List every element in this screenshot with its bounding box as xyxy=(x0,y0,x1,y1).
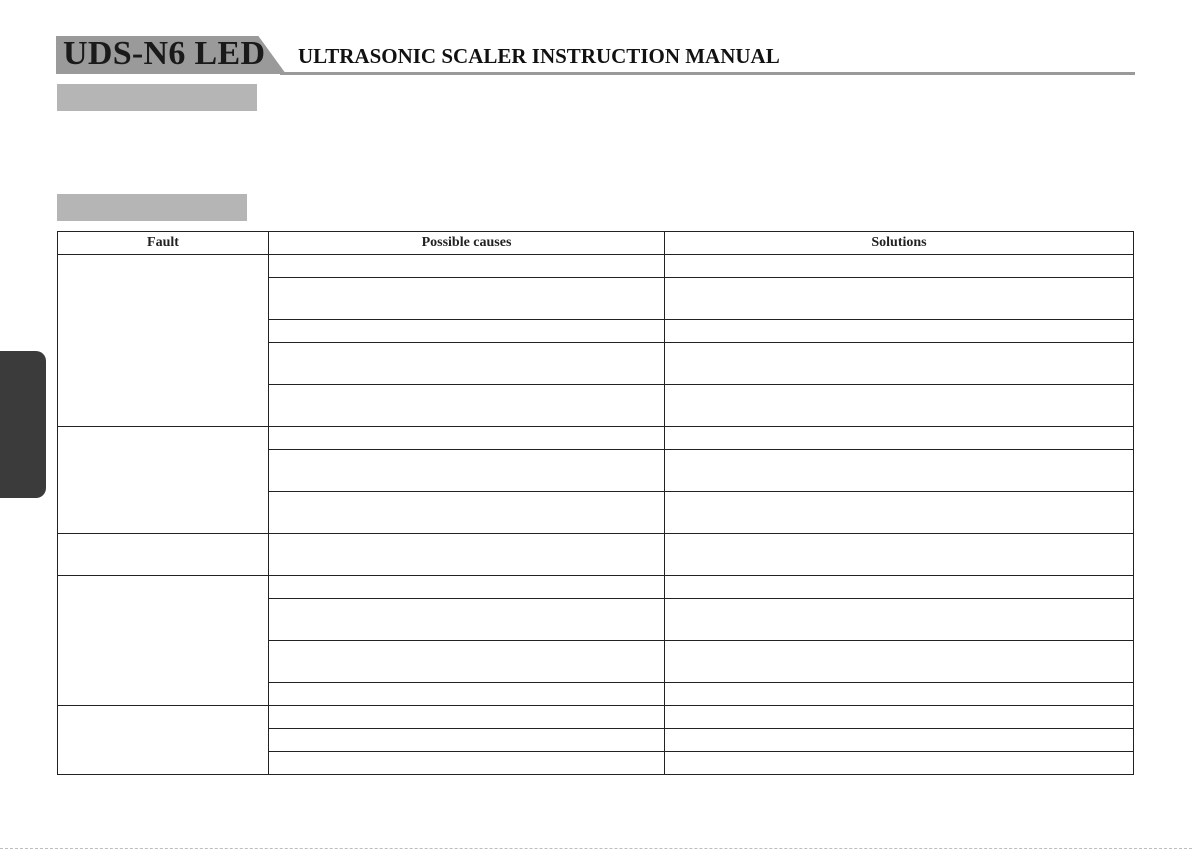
header-fault: Fault xyxy=(58,232,269,255)
cause-cell xyxy=(269,599,665,641)
fault-cell xyxy=(58,427,269,534)
cause-cell xyxy=(269,752,665,775)
table-row xyxy=(58,255,1134,278)
cause-cell xyxy=(269,729,665,752)
cause-cell xyxy=(269,576,665,599)
header-causes: Possible causes xyxy=(269,232,665,255)
solution-cell xyxy=(665,729,1134,752)
table-row xyxy=(58,706,1134,729)
cause-cell xyxy=(269,641,665,683)
cause-cell xyxy=(269,385,665,427)
cause-cell xyxy=(269,450,665,492)
header-rule xyxy=(280,72,1135,75)
section-bar-1 xyxy=(57,84,257,111)
cause-cell xyxy=(269,255,665,278)
cause-cell xyxy=(269,427,665,450)
solution-cell xyxy=(665,683,1134,706)
brand-model-title: UDS-N6 LED xyxy=(63,35,266,72)
solution-cell xyxy=(665,752,1134,775)
fault-cell xyxy=(58,255,269,427)
manual-title: ULTRASONIC SCALER INSTRUCTION MANUAL xyxy=(298,44,780,68)
solution-cell xyxy=(665,492,1134,534)
solution-cell xyxy=(665,343,1134,385)
side-tab xyxy=(0,351,46,498)
page-bottom-line xyxy=(0,848,1192,849)
solution-cell xyxy=(665,641,1134,683)
cause-cell xyxy=(269,343,665,385)
section-bar-2 xyxy=(57,194,247,221)
solution-cell xyxy=(665,278,1134,320)
solution-cell xyxy=(665,576,1134,599)
cause-cell xyxy=(269,320,665,343)
solution-cell xyxy=(665,427,1134,450)
solution-cell xyxy=(665,450,1134,492)
solution-cell xyxy=(665,320,1134,343)
fault-cell xyxy=(58,706,269,775)
solution-cell xyxy=(665,534,1134,576)
troubleshooting-table xyxy=(57,231,1134,775)
cause-cell xyxy=(269,278,665,320)
fault-cell xyxy=(58,576,269,706)
solution-cell xyxy=(665,255,1134,278)
cause-cell xyxy=(269,706,665,729)
table-row xyxy=(58,576,1134,599)
header-solutions: Solutions xyxy=(665,232,1134,255)
solution-cell xyxy=(665,385,1134,427)
solution-cell xyxy=(665,706,1134,729)
cause-cell xyxy=(269,683,665,706)
table-row xyxy=(58,427,1134,450)
fault-cell xyxy=(58,534,269,576)
cause-cell xyxy=(269,534,665,576)
solution-cell xyxy=(665,599,1134,641)
table-header-row xyxy=(58,232,1134,255)
table-row xyxy=(58,534,1134,576)
cause-cell xyxy=(269,492,665,534)
